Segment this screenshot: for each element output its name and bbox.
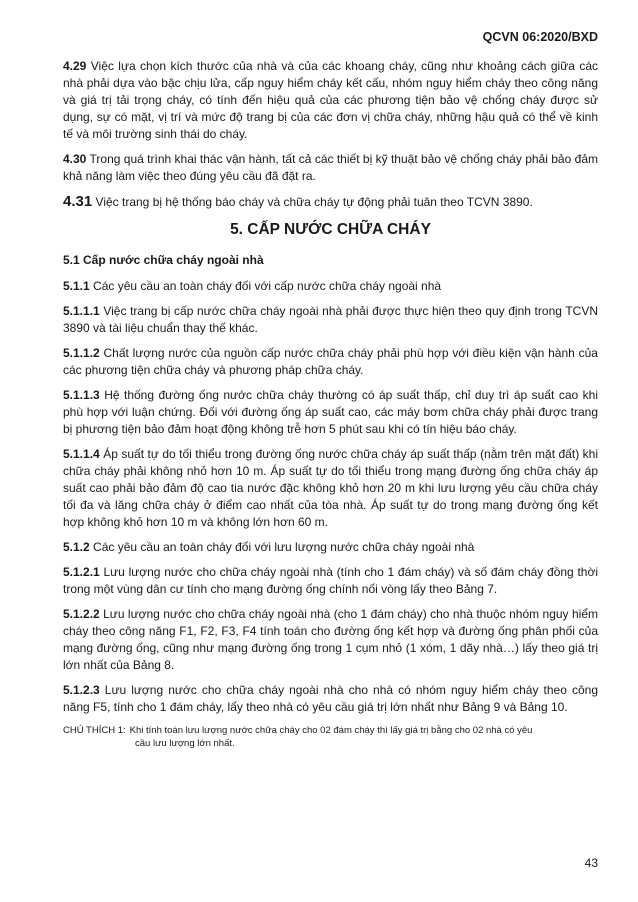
paragraph-5-1-1-3 bbox=[63, 387, 598, 438]
paragraph-number: 5.1.2.1 bbox=[63, 565, 100, 579]
paragraph-text: Hệ thống đường ống nước chữa cháy thường có áp suất thấp, chỉ duy trì áp suất cao khi phù hợp với luận chứng. Đối với đường ống áp suất cao, các máy bơm chữa cháy phải được trang bị phương tiện bảo đảm hoạt động không trễ hơn 5 phút sau khi có tín hiệu báo cháy. bbox=[63, 388, 598, 436]
note-label: CHÚ THÍCH 1: bbox=[63, 725, 126, 736]
document-code-header: QCVN 06:2020/BXD bbox=[482, 30, 598, 44]
paragraph-number: 5.1.2.2 bbox=[63, 607, 100, 621]
note-text-line-2: cầu lưu lượng lớn nhất. bbox=[135, 738, 235, 749]
paragraph-5-1-1-2 bbox=[63, 345, 598, 379]
paragraph-number: 5.1.1.2 bbox=[63, 346, 100, 360]
paragraph-number: 5.1.2.3 bbox=[63, 683, 100, 697]
paragraph-5-1-2 bbox=[63, 539, 598, 556]
note-1 bbox=[63, 724, 598, 750]
paragraph-text: Lưu lượng nước cho chữa cháy ngoài nhà (cho 1 đám cháy) cho nhà thuộc nhóm nguy hiểm cháy theo công năng F1, F2, F3, F4 tính toán cho đường ống kết hợp và đường ống phân phối của mạng đường ống, cũng như mạng đường ống trong 1 cụm nhỏ (1 xóm, 1 dãy nhà…) lấy theo giá trị lớn nhất của Bảng 8. bbox=[63, 607, 598, 672]
paragraph-number: 4.31 bbox=[63, 193, 93, 210]
section-heading-5-1: 5.1 Cấp nước chữa cháy ngoài nhà bbox=[63, 253, 264, 267]
paragraph-number: 5.1.1.4 bbox=[63, 447, 100, 461]
paragraph-5-1-1-4 bbox=[63, 446, 598, 531]
paragraph-5-1-2-2 bbox=[63, 606, 598, 674]
paragraph-text: Việc trang bị hệ thống báo cháy và chữa cháy tự động phải tuân theo TCVN 3890. bbox=[95, 195, 533, 209]
paragraph-text: Việc trang bị cấp nước chữa cháy ngoài nhà phải được thực hiện theo quy định trong TCVN 3890 và tài liệu chuẩn thay thế khác. bbox=[63, 304, 598, 335]
paragraph-number: 5.1.1.3 bbox=[63, 388, 100, 402]
paragraph-4-31 bbox=[63, 193, 598, 211]
paragraph-number: 5.1.2 bbox=[63, 540, 90, 554]
paragraph-text: Các yêu cầu an toàn cháy đối với cấp nước chữa cháy ngoài nhà bbox=[93, 279, 442, 293]
chapter-title: 5. CẤP NƯỚC CHỮA CHÁY bbox=[230, 221, 431, 238]
paragraph-text: Trong quá trình khai thác vận hành, tất cả các thiết bị kỹ thuật bảo vệ chống cháy phải bảo đảm khả năng làm việc theo đúng yêu cầu đã đặt ra. bbox=[63, 152, 598, 183]
paragraph-number: 4.30 bbox=[63, 152, 87, 166]
paragraph-number: 5.1.1 bbox=[63, 279, 90, 293]
paragraph-text: Lưu lượng nước cho chữa cháy ngoài nhà (tính cho 1 đám cháy) và số đám cháy đồng thời trong một vùng dân cư tính cho mạng đường ống chính nối vòng lấy theo Bảng 7. bbox=[63, 565, 599, 596]
paragraph-5-1-2-1 bbox=[63, 564, 598, 598]
document-body bbox=[63, 58, 598, 750]
paragraph-text: Chất lượng nước của nguồn cấp nước chữa cháy phải phù hợp với điều kiện vận hành của các phương tiện chữa cháy và phương pháp chữa cháy. bbox=[63, 346, 598, 377]
note-text-line-1: Khi tính toán lưu lượng nước chữa cháy cho 02 đám cháy thì lấy giá trị bằng cho 02 nhà có yêu bbox=[129, 725, 533, 736]
paragraph-4-30 bbox=[63, 151, 598, 185]
paragraph-number: 4.29 bbox=[63, 59, 87, 73]
paragraph-5-1-2-3 bbox=[63, 682, 598, 716]
paragraph-number: 5.1.1.1 bbox=[63, 304, 100, 318]
paragraph-5-1-1 bbox=[63, 278, 598, 295]
paragraph-4-29 bbox=[63, 58, 598, 143]
paragraph-text: Các yêu cầu an toàn cháy đối với lưu lượng nước chữa cháy ngoài nhà bbox=[93, 540, 475, 554]
paragraph-5-1-1-1 bbox=[63, 303, 598, 337]
paragraph-text: Lưu lượng nước cho chữa cháy ngoài nhà cho nhà có nhóm nguy hiểm cháy theo công năng F5, tính cho 1 đám cháy, lấy theo nhà có yêu cầu giá trị lớn nhất như Bảng 9 và Bảng 10. bbox=[63, 683, 598, 714]
paragraph-text: Việc lựa chọn kích thước của nhà và của các khoang cháy, cũng như khoảng cách giữa các nhà phải dựa vào bậc chịu lửa, cấp nguy hiểm cháy kết cấu, nhóm nguy hiểm cháy theo công năng và giá trị tải trọng cháy, có tính đến hiệu quả của các phương tiện bảo vệ chống cháy được sử dụng, sự có mặt, vị trí và mức độ trang bị của các đơn vị chữa cháy, những hậu quả có thể về kinh tế và môi trường sinh thái do cháy. bbox=[63, 59, 598, 141]
paragraph-text: Áp suất tự do tối thiểu trong đường ống nước chữa cháy áp suất thấp (nằm trên mặt đất) khi chữa cháy phải không nhỏ hơn 10 m. Áp suất tự do tối thiểu trong mạng đường ống chữa cháy áp suất cao phải bảo đảm độ cao tia nước đặc không khỏ hơn 20 m khi lưu lượng yêu cầu chữa cháy tối đa và lăng chữa cháy ở điểm cao nhất của tòa nhà. Áp suất tự do trong mạng đường ống kết hợp không khỏ hơn 10 m và không lớn hơn 60 m. bbox=[63, 447, 598, 529]
page-number: 43 bbox=[584, 856, 598, 870]
